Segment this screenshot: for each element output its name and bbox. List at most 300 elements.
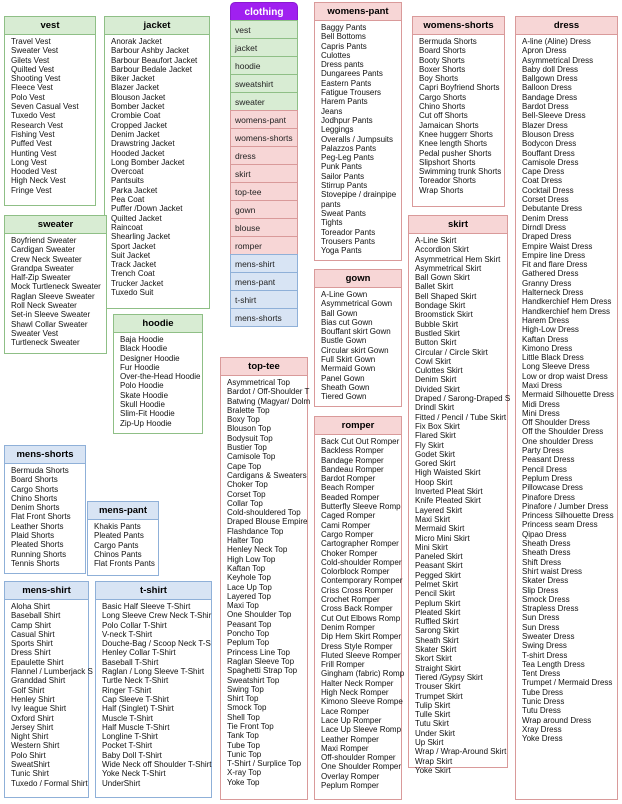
list-item: Bandage Romper (321, 455, 384, 465)
list-item: One shoulder Dress (522, 436, 594, 446)
list-item: High Low Top (227, 554, 276, 564)
list-item: Knee huggerr Shorts (419, 129, 493, 139)
skirt-item-list (409, 234, 511, 775)
list-item: Chinos Pants (94, 549, 142, 559)
womens-shorts-box-title: womens-shorts (413, 17, 504, 35)
vest-box-title: vest (5, 17, 95, 35)
list-item: Sheath Dress (522, 548, 571, 558)
list-item: Mini Dress (522, 408, 560, 418)
list-item: Fit and flare Dress (522, 260, 588, 270)
list-item: Flat Front Shorts (11, 512, 71, 522)
list-item: Draped Dress (522, 232, 572, 242)
list-item: Off the Shoulder Dress (522, 427, 604, 437)
list-item: Sarong Skirt (415, 626, 460, 636)
list-item: Pegged Skirt (415, 570, 461, 580)
list-item: Pleated Shorts (11, 540, 64, 550)
list-item: Sheath Skirt (415, 635, 459, 645)
list-item: Lace Up Sleeve Romp (321, 725, 402, 735)
list-item: Tunic Dress (522, 697, 565, 707)
sweater-item-list (5, 234, 106, 348)
list-item: Kimono Dress (522, 343, 573, 353)
list-item: Kimono Sleeve Rompe (321, 697, 403, 707)
list-item: Colorblock Romper (321, 567, 390, 577)
list-item: Shell Top (227, 712, 260, 722)
top-tee-box-title: top-tee (221, 358, 307, 376)
list-item: Beach Romper (321, 483, 375, 493)
list-item: Blouson Top (227, 424, 271, 434)
list-item: Peplum Top (227, 638, 270, 648)
list-item: Overlay Romper (321, 771, 380, 781)
list-item: Tea Length Dress (522, 659, 585, 669)
list-item: Dress Shirt (11, 648, 51, 658)
list-item: Boxy Top (227, 415, 260, 425)
list-item: T-shirt Dress (522, 650, 568, 660)
list-item: Crombie Coat (111, 111, 161, 121)
list-item: Layered Top (227, 591, 271, 601)
category-skirt[interactable]: skirt (230, 164, 298, 183)
list-item: Khakis Pants (94, 522, 141, 531)
list-item: Board Shorts (419, 46, 466, 56)
list-item: Capris Pants (321, 41, 367, 51)
list-item: Booty Shorts (419, 55, 465, 65)
list-item: Skater Skirt (415, 645, 457, 655)
list-item: Barbour Ashby Jacket (111, 46, 189, 56)
list-item: Puffed Vest (11, 139, 52, 149)
list-item: Long Sleeve Crew Neck T-Shir (102, 611, 212, 621)
list-item: Leggings (321, 125, 354, 135)
list-item: Halterneck Dress (522, 288, 584, 298)
list-item: Raincoat (111, 222, 143, 232)
list-item: Suit Jacket (111, 250, 151, 260)
list-item: Baseball T-Shirt (102, 657, 159, 667)
list-item: Trumpet Skirt (415, 691, 463, 701)
mens-shirt-box-title: mens-shirt (5, 582, 88, 600)
list-item: Debutante Dress (522, 204, 583, 214)
list-item: Panel Gown (321, 373, 365, 383)
list-item: Back Cut Out Romper (321, 437, 400, 446)
womens-pant-item-list (315, 21, 401, 255)
list-item: Xray Dress (522, 724, 562, 734)
list-item: Tuxedo Suit (111, 288, 154, 298)
list-item: Bandeau Romper (321, 464, 384, 474)
mens-pant-box (87, 501, 159, 576)
list-item: Jersey Shirt (11, 722, 54, 732)
list-item: Hooded Jacket (111, 148, 165, 158)
romper-box-title: romper (315, 417, 401, 435)
t-shirt-box-title: t-shirt (96, 582, 211, 600)
list-item: Bralette Top (227, 405, 270, 415)
list-item: Culottes Skirt (415, 366, 463, 376)
list-item: Harem Dress (522, 315, 570, 325)
list-item: Lace Up Top (227, 582, 272, 592)
list-item: Biker Jacket (111, 74, 155, 84)
category-mens-shirt[interactable]: mens-shirt (230, 254, 298, 273)
list-item: Circular / Circle Skirt (415, 347, 488, 357)
list-item: Circular skirt Gown (321, 345, 389, 355)
list-item: Corset Dress (522, 195, 569, 205)
list-item: Sailor Pants (321, 171, 365, 181)
list-item: Leather Shorts (11, 521, 64, 531)
list-item: Board Shorts (11, 475, 58, 485)
list-item: Empire line Dress (522, 250, 586, 260)
list-item: Flashdance Top (227, 526, 284, 536)
list-item: Jamaican Shorts (419, 120, 479, 130)
list-item: pants (321, 199, 341, 209)
list-item: Polo Shirt (11, 750, 46, 760)
list-item: Empire Waist Dress (522, 241, 593, 251)
dress-item-list (516, 35, 617, 744)
list-item: Research Vest (11, 120, 64, 130)
list-item: Stovepipe / drainpipe (321, 190, 397, 200)
category-mens-pant[interactable]: mens-pant (230, 272, 298, 291)
list-item: Kaftan Top (227, 563, 266, 573)
list-item: Henley Collar T-Shirt (102, 648, 176, 658)
list-item: Blouson Jacket (111, 92, 166, 102)
list-item: Handkerchief Hem Dress (522, 297, 612, 307)
list-item: Beaded Romper (321, 492, 380, 502)
list-item: Sun Dress (522, 613, 560, 623)
list-item: Ringer T-Shirt (102, 685, 152, 695)
list-item: Bell-Sleeve Dress (522, 111, 586, 121)
list-item: Pencil Dress (522, 464, 567, 474)
list-item: Culottes (321, 50, 351, 60)
list-item: Jeans (321, 106, 343, 116)
list-item: Divided Skirt (415, 384, 460, 394)
womens-shorts-box (412, 16, 505, 207)
category-top-tee[interactable]: top-tee (230, 182, 298, 201)
list-item: A-line (Aline) Dress (522, 37, 591, 46)
list-item: Gathered Dress (522, 269, 579, 279)
list-item: Tights (321, 218, 343, 228)
list-item: Barbour Bedale Jacket (111, 64, 192, 74)
list-item: Long Sleeve Dress (522, 362, 590, 372)
list-item: Bell Bottoms (321, 32, 366, 42)
list-item: Kaftan Dress (522, 334, 569, 344)
list-item: Pleated Skirt (415, 607, 461, 617)
mens-pant-box-title: mens-pant (88, 502, 158, 520)
list-item: Crochet Romper (321, 595, 380, 605)
list-item: Maxi Top (227, 601, 259, 611)
list-item: Drindl Skirt (415, 403, 455, 413)
list-item: Halter Top (227, 536, 264, 546)
list-item: Skull Hoodie (120, 400, 165, 410)
category-mens-shorts[interactable]: mens-shorts (230, 308, 298, 327)
list-item: Batwing (Magyar/ Dolm (227, 396, 311, 406)
list-item: Poncho Top (227, 629, 270, 639)
list-item: Drawstring Jacket (111, 139, 175, 149)
list-item: Smock Dress (522, 594, 570, 604)
list-item: Sheath Gown (321, 382, 370, 392)
list-item: Baseball Shirt (11, 611, 61, 621)
list-item: Criss Cross Romper (321, 585, 394, 595)
list-item: Little Black Dress (522, 353, 584, 363)
list-item: Ballgown Dress (522, 74, 578, 84)
list-item: Ruffled Skirt (415, 617, 459, 627)
list-item: Bodysuit Top (227, 433, 273, 443)
list-item: Fitted / Pencil / Tube Skirt (415, 412, 507, 422)
hoodie-box (113, 314, 203, 434)
list-item: Off-shoulder Romper (321, 753, 396, 763)
list-item: Ballet Skirt (415, 282, 454, 292)
list-item: Draped / Sarong-Draped S (415, 394, 511, 404)
dress-box (515, 16, 618, 800)
category-list (230, 20, 298, 327)
list-item: Dip Hem Skirt Romper (321, 632, 402, 642)
list-item: Straight Skirt (415, 663, 461, 673)
list-item: Tulip Skirt (415, 700, 451, 710)
list-item: Qipao Dress (522, 529, 567, 539)
list-item: X-ray Top (227, 768, 262, 778)
list-item: Low or drop waist Dress (522, 371, 608, 381)
list-item: Princess seam Dress (522, 520, 598, 530)
list-item: Cape Dress (522, 167, 565, 177)
list-item: Overcoat (111, 167, 144, 177)
list-item: Wrap Skirt (415, 756, 453, 766)
list-item: Bardot / Off-Shoulder T (227, 387, 310, 397)
list-item: Asymmetrical Gown (321, 299, 393, 309)
list-item: Shooting Vest (11, 74, 61, 84)
list-item: Tube Dress (522, 687, 564, 697)
list-item: Baggy Pants (321, 23, 367, 32)
list-item: Baja Hoodie (120, 335, 164, 344)
list-item: Bouffant skirt Gown (321, 327, 391, 337)
list-item: Zip-Up Hoodie (120, 418, 172, 428)
jacket-item-list (105, 35, 209, 297)
list-item: Pelmet Skirt (415, 579, 459, 589)
category-hoodie[interactable]: hoodie (230, 56, 298, 75)
list-item: Balloon Dress (522, 83, 572, 93)
list-item: Tunic Shirt (11, 769, 49, 779)
list-item: Princess Silhouette Dress (522, 511, 614, 521)
list-item: Wrap / Wrap-Around Skirt (415, 747, 507, 757)
list-item: Fluted Sleeve Romper (321, 650, 401, 660)
list-item: Granny Dress (522, 278, 572, 288)
category-vest[interactable]: vest (230, 20, 298, 39)
category-romper[interactable]: romper (230, 236, 298, 255)
list-item: A-Line Skirt (415, 236, 457, 245)
list-item: Cardigans & Sweaters (227, 470, 307, 480)
list-item: Night Shirt (11, 732, 49, 742)
list-item: Running Shorts (11, 549, 67, 559)
list-item: Set-in Sleeve Sweater (11, 310, 91, 320)
list-item: Henley Shirt (11, 694, 55, 704)
list-item: Slim-Fit Hoodie (120, 409, 175, 419)
category-womens-pant[interactable]: womens-pant (230, 110, 298, 129)
list-item: Cropped Jacket (111, 120, 168, 130)
skirt-box (408, 215, 511, 775)
list-item: Coat Dress (522, 176, 563, 186)
list-item: Full Skirt Gown (321, 355, 376, 365)
list-item: Casual Shirt (11, 629, 55, 639)
list-item: Maxi Skirt (415, 514, 451, 524)
list-item: Half (Singlet) T-Shirt (102, 704, 174, 714)
list-item: Fringe Vest (11, 185, 52, 195)
list-item: Half Muscle T-Shirt (102, 722, 170, 732)
list-item: Fishing Vest (11, 129, 55, 139)
t-shirt-box (95, 581, 212, 798)
category-t-shirt[interactable]: t-shirt (230, 290, 298, 309)
list-item: Smock Top (227, 703, 267, 713)
clothing-category-panel (230, 2, 298, 342)
list-item: Skater Dress (522, 576, 569, 586)
list-item: Plaid Shorts (11, 531, 55, 541)
list-item: Longline T-Shirt (102, 732, 158, 742)
list-item: Bodycon Dress (522, 139, 577, 149)
list-item: Button Skirt (415, 338, 457, 348)
list-item: High-Low Dress (522, 325, 579, 335)
list-item: Capri Boyfriend Shorts (419, 83, 500, 93)
list-item: Sweater Vest (11, 328, 59, 338)
list-item: Tennis Shorts (11, 558, 60, 568)
list-item: Yoke Neck T-Shirt (102, 769, 166, 779)
list-item: Tiered /Gypsy Skirt (415, 672, 483, 682)
list-item: Polo Hoodie (120, 381, 164, 391)
list-item: Lace Up Romper (321, 715, 382, 725)
list-item: Ball Gown (321, 308, 358, 318)
list-item: Peg-Leg Pants (321, 153, 374, 163)
list-item: Blazer Jacket (111, 83, 160, 93)
list-item: Inverted Pleat Skirt (415, 487, 483, 497)
list-item: Epaulette Shirt (11, 657, 64, 667)
list-item: Overalls / Jumpsuits (321, 134, 394, 144)
list-item: Pencil Skirt (415, 589, 456, 599)
list-item: Mermaid Skirt (415, 524, 465, 534)
list-item: Shirt Top (227, 694, 259, 704)
list-item: Tunic Top (227, 749, 262, 759)
list-item: Cold-shouldered Top (227, 508, 301, 518)
list-item: Spaghetti Strap Top (227, 666, 298, 676)
list-item: Bustle Gown (321, 336, 367, 346)
list-item: Cold-shoulder Romper (321, 557, 402, 567)
list-item: Raglan Sleeve Sweater (11, 291, 95, 301)
list-item: Flat Fronts Pants (94, 559, 155, 569)
category-jacket[interactable]: jacket (230, 38, 298, 57)
list-item: V-neck T-Shirt (102, 629, 153, 639)
hoodie-box-title: hoodie (114, 315, 202, 333)
list-item: Golf Shirt (11, 685, 45, 695)
list-item: Ivy league Shirt (11, 704, 67, 714)
mens-shorts-item-list (5, 464, 85, 568)
list-item: Basic Half Sleeve T-Shirt (102, 602, 191, 611)
list-item: Swing Dress (522, 641, 567, 651)
list-item: Oxford Shirt (11, 713, 54, 723)
list-item: Godet Skirt (415, 449, 456, 459)
t-shirt-item-list (96, 600, 211, 788)
list-item: Blazer Dress (522, 120, 568, 130)
list-item: Pantsuits (111, 176, 144, 186)
list-item: Parka Jacket (111, 185, 158, 195)
list-item: Sheath Dress (522, 539, 571, 549)
list-item: Quilted Jacket (111, 213, 162, 223)
list-item: Palazzos Pants (321, 143, 377, 153)
category-blouse[interactable]: blouse (230, 218, 298, 237)
list-item: Denim Skirt (415, 375, 457, 385)
gown-box-title: gown (315, 270, 401, 288)
category-sweatshirt[interactable]: sweatshirt (230, 74, 298, 93)
romper-box (314, 416, 405, 800)
list-item: Cap Sleeve T-Shirt (102, 694, 169, 704)
list-item: Under Skirt (415, 728, 456, 738)
list-item: Tutu Dress (522, 706, 561, 716)
list-item: Cut Out Elbows Romp (321, 613, 401, 623)
list-item: Black Hoodie (120, 344, 168, 354)
list-item: Swing Top (227, 684, 264, 694)
mens-shorts-box (4, 445, 86, 574)
list-item: Bermuda Shorts (419, 37, 477, 46)
list-item: High Neck Romper (321, 688, 389, 698)
list-item: Cowl Skirt (415, 356, 452, 366)
list-item: Boxer Shorts (419, 64, 466, 74)
list-item: Cape Top (227, 461, 262, 471)
list-item: Choker Top (227, 480, 268, 490)
list-item: Peasant Skirt (415, 561, 463, 571)
list-item: Aloha Shirt (11, 602, 51, 611)
list-item: Tube Top (227, 740, 260, 750)
mens-shirt-item-list (5, 600, 93, 788)
list-item: Corset Top (227, 489, 266, 499)
list-item: Bubble Skirt (415, 319, 459, 329)
list-item: Fly Skirt (415, 440, 444, 450)
list-item: Half-Zip Sweater (11, 273, 71, 283)
list-item: Eastern Pants (321, 78, 372, 88)
list-item: Pea Coat (111, 195, 145, 205)
list-item: Tie Front Top (227, 721, 274, 731)
category-sweater[interactable]: sweater (230, 92, 298, 111)
list-item: Choker Romper (321, 548, 378, 558)
list-item: Fatigue Trousers (321, 88, 382, 98)
list-item: Bomber Jacket (111, 102, 165, 112)
list-item: Cargo Pants (94, 540, 139, 550)
list-item: Princess Line Top (227, 647, 290, 657)
list-item: Wrap Shorts (419, 185, 464, 195)
list-item: Designer Hoodie (120, 353, 180, 363)
list-item: Sweater Vest (11, 46, 59, 56)
category-gown[interactable]: gown (230, 200, 298, 219)
category-dress[interactable]: dress (230, 146, 298, 165)
mens-shirt-box (4, 581, 93, 798)
list-item: Tiered Gown (321, 392, 367, 402)
list-item: Cargo Shorts (419, 92, 467, 102)
list-item: Dungarees Pants (321, 69, 383, 79)
list-item: Raglan Sleeve Top (227, 656, 295, 666)
list-item: Maxi Dress (522, 380, 563, 390)
list-item: Sweater Dress (522, 632, 575, 641)
list-item: Cut off Shorts (419, 111, 468, 121)
list-item: Travel Vest (11, 37, 51, 46)
list-item: Wrap around Dress (522, 715, 592, 725)
list-item: Sweat Pants (321, 208, 366, 218)
list-item: Dirndl Dress (522, 222, 567, 232)
list-item: Skort Skirt (415, 654, 452, 664)
list-item: Yoga Pants (321, 246, 362, 256)
list-item: Draped Blouse Empire (227, 517, 308, 527)
list-item: Crew Neck Sweater (11, 254, 82, 264)
list-item: UnderShirt (102, 778, 141, 788)
list-item: One Shoulder Romper (321, 762, 402, 772)
sweater-box (4, 215, 107, 354)
list-item: High Waisted Skirt (415, 468, 481, 478)
gown-box (314, 269, 402, 407)
womens-pant-box (314, 2, 402, 261)
list-item: Denim Dress (522, 213, 569, 223)
category-womens-shorts[interactable]: womens-shorts (230, 128, 298, 147)
list-item: Asymmetrical Hem Skirt (415, 254, 501, 264)
vest-box (4, 16, 96, 206)
list-item: Baby Doll T-Shirt (102, 750, 162, 760)
list-item: Sweatshirt Top (227, 675, 280, 685)
top-tee-box (220, 357, 311, 800)
list-item: Long Vest (11, 157, 47, 167)
